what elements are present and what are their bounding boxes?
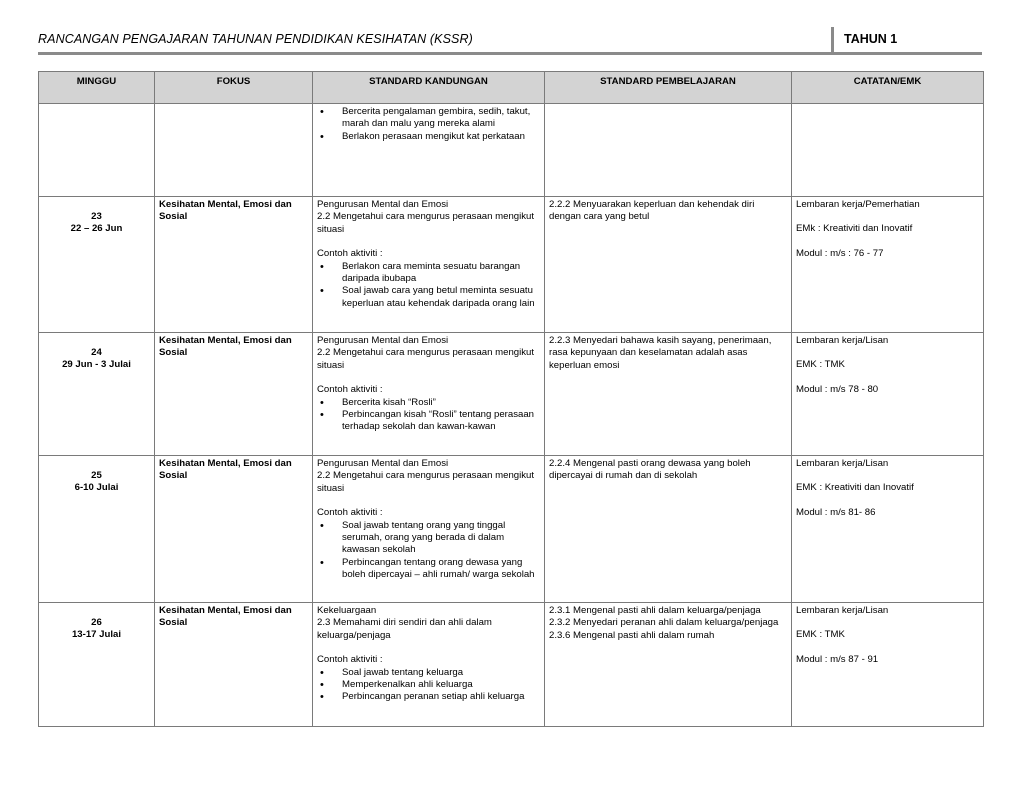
week-date: 29 Jun - 3 Julai xyxy=(62,359,131,371)
catatan-line: Modul : m/s : 76 - 77 xyxy=(796,247,884,259)
cell-catatan xyxy=(792,104,984,197)
list-item: • Perbincangan tentang orang dewasa yang boleh dipercayai – ahli rumah/ warga sekolah xyxy=(317,557,540,582)
cell-standard-pembelajaran: 2.2.3 Menyedari bahawa kasih sayang, penerimaan, rasa kepunyaan dan keselamatan adalah asas keperluan emosi xyxy=(545,333,792,456)
sk-standard: 2.3 Memahami diri sendiri dan ahli dalam keluarga/penjaga xyxy=(317,617,492,641)
week-number: 26 xyxy=(91,617,102,628)
lesson-plan-table xyxy=(38,71,984,727)
week-number: 24 xyxy=(91,347,102,358)
contoh-label: Contoh aktiviti : xyxy=(317,248,383,260)
sp-line: 2.3.1 Mengenal pasti ahli dalam keluarga/penjaga xyxy=(549,605,761,616)
cell-standard-kandungan xyxy=(313,603,545,727)
column-header-fokus: FOKUS xyxy=(155,72,313,104)
sk-title: Kekeluargaan xyxy=(317,605,377,616)
cell-standard-pembelajaran xyxy=(545,603,792,727)
catatan-line: EMK : Kreativiti dan Inovatif xyxy=(796,482,914,494)
table-row xyxy=(39,333,984,456)
catatan-line: Modul : m/s 87 - 91 xyxy=(796,653,879,665)
column-header-standard-kandungan: STANDARD KANDUNGAN xyxy=(313,72,545,104)
cell-fokus: Kesihatan Mental, Emosi dan Sosial xyxy=(155,197,313,333)
year-label: TAHUN 1 xyxy=(844,32,898,46)
contoh-label: Contoh aktiviti : xyxy=(317,654,383,666)
cell-catatan xyxy=(792,197,984,333)
table-row xyxy=(39,603,984,727)
catatan-line: Lembaran kerja/Pemerhatian xyxy=(796,199,920,210)
cell-minggu xyxy=(39,603,155,727)
cell-catatan xyxy=(792,456,984,603)
list-item: • Soal jawab tentang keluarga xyxy=(317,667,540,679)
week-date: 6-10 Julai xyxy=(74,482,119,494)
header-separator xyxy=(831,27,834,52)
sk-standard: 2.2 Mengetahui cara mengurus perasaan mengikut situasi xyxy=(317,211,535,235)
cell-fokus: Kesihatan Mental, Emosi dan Sosial xyxy=(155,333,313,456)
cell-standard-kandungan xyxy=(313,104,545,197)
table-header-row xyxy=(39,72,984,104)
week-date: 13-17 Julai xyxy=(71,629,122,641)
cell-catatan xyxy=(792,603,984,727)
cell-standard-pembelajaran xyxy=(545,104,792,197)
contoh-label: Contoh aktiviti : xyxy=(317,384,383,396)
cell-minggu xyxy=(39,104,155,197)
cell-standard-kandungan xyxy=(313,456,545,603)
catatan-line: Modul : m/s 78 - 80 xyxy=(796,383,879,395)
sp-line: 2.3.6 Mengenal pasti ahli dalam rumah xyxy=(549,629,715,641)
week-number: 23 xyxy=(91,211,102,222)
sk-title: Pengurusan Mental dan Emosi xyxy=(317,458,449,469)
sk-title: Pengurusan Mental dan Emosi xyxy=(317,199,449,210)
cell-minggu xyxy=(39,456,155,603)
catatan-line: Lembaran kerja/Lisan xyxy=(796,335,889,346)
list-item: • Berlakon cara meminta sesuatu barangan daripada ibubapa xyxy=(317,261,540,286)
cell-fokus: Kesihatan Mental, Emosi dan Sosial xyxy=(155,456,313,603)
week-number: 25 xyxy=(91,470,102,481)
catatan-line: Lembaran kerja/Lisan xyxy=(796,605,889,616)
column-header-minggu: MINGGU xyxy=(39,72,155,104)
cell-standard-pembelajaran: 2.2.2 Menyuarakan keperluan dan kehendak diri dengan cara yang betul xyxy=(545,197,792,333)
column-header-catatan: CATATAN/EMK xyxy=(792,72,984,104)
sk-standard: 2.2 Mengetahui cara mengurus perasaan mengikut situasi xyxy=(317,470,535,494)
cell-standard-kandungan xyxy=(313,197,545,333)
cell-standard-kandungan xyxy=(313,333,545,456)
week-date: 22 – 26 Jun xyxy=(70,223,123,235)
list-item: • Bercerita kisah “Rosli” xyxy=(317,397,540,409)
table-row xyxy=(39,456,984,603)
cell-minggu xyxy=(39,333,155,456)
list-item: • Berlakon perasaan mengikut kat perkataan xyxy=(317,131,540,143)
catatan-line: Modul : m/s 81- 86 xyxy=(796,506,876,518)
contoh-label: Contoh aktiviti : xyxy=(317,507,383,519)
table-row xyxy=(39,197,984,333)
list-item: • Soal jawab tentang orang yang tinggal serumah, orang yang berada di dalam kawasan sekolah xyxy=(317,520,540,557)
catatan-line: EMK : TMK xyxy=(796,629,845,641)
cell-fokus: Kesihatan Mental, Emosi dan Sosial xyxy=(155,603,313,727)
cell-standard-pembelajaran: 2.2.4 Mengenal pasti orang dewasa yang boleh dipercayai di rumah dan di sekolah xyxy=(545,456,792,603)
sk-standard: 2.2 Mengetahui cara mengurus perasaan mengikut situasi xyxy=(317,347,535,371)
list-item: • Perbincangan kisah “Rosli” tentang perasaan terhadap sekolah dan kawan-kawan xyxy=(317,409,540,434)
sp-line: 2.3.2 Menyedari peranan ahli dalam keluarga/penjaga xyxy=(549,617,779,629)
sk-title: Pengurusan Mental dan Emosi xyxy=(317,335,449,346)
cell-catatan xyxy=(792,333,984,456)
list-item: • Perbincangan peranan setiap ahli keluarga xyxy=(317,691,540,703)
catatan-line: EMk : Kreativiti dan Inovatif xyxy=(796,223,913,235)
page-header xyxy=(38,24,982,52)
catatan-line: EMK : TMK xyxy=(796,359,845,371)
list-item: • Memperkenalkan ahli keluarga xyxy=(317,679,540,691)
cell-fokus xyxy=(155,104,313,197)
document-title: RANCANGAN PENGAJARAN TAHUNAN PENDIDIKAN KESIHATAN (KSSR) xyxy=(38,32,473,46)
table-row-carryover xyxy=(39,104,984,197)
header-rule xyxy=(38,52,982,55)
cell-minggu xyxy=(39,197,155,333)
list-item: • Soal jawab cara yang betul meminta sesuatu keperluan atau kehendak daripada orang lain xyxy=(317,285,540,310)
list-item: • Bercerita pengalaman gembira, sedih, takut, marah dan malu yang mereka alami xyxy=(317,106,540,131)
catatan-line: Lembaran kerja/Lisan xyxy=(796,458,889,469)
column-header-standard-pembelajaran: STANDARD PEMBELAJARAN xyxy=(545,72,792,104)
